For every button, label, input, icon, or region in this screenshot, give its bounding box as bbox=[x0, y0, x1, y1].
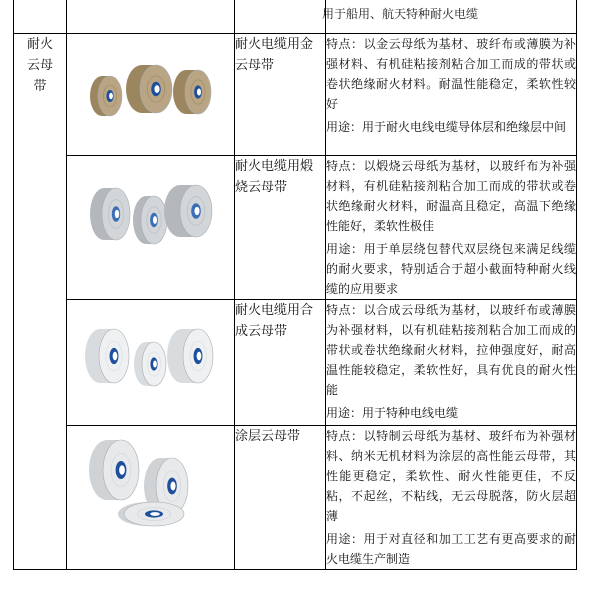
feature-text: 特点：以合成云母纸为基材，以玻纤布或薄膜为补强材料，以有机硅粘接剂粘合加工而成的带状或卷状绝缘耐火材料，拉伸强度好，耐高温性能较稳定，柔软性好，具有优良的耐火性能 bbox=[326, 303, 576, 397]
feature-text: 特点：以煅烧云母纸为基材，以玻纤布为补强材料，有机硅粘接剂粘合加工而成的带状或卷状绝缘耐火材料，耐温高且稳定，高温下绝缘性能好，柔软性极佳 bbox=[326, 159, 576, 233]
mica-tape-table bbox=[13, 33, 577, 570]
previous-row-fragment bbox=[13, 0, 577, 33]
table-row bbox=[14, 300, 577, 426]
calcined-mica-tape-rolls-image bbox=[76, 156, 226, 256]
product-description bbox=[326, 34, 577, 156]
category-label: 耐火云母带 bbox=[26, 37, 53, 94]
product-image bbox=[67, 300, 235, 426]
previous-row-text: 用于船用、航天特种耐火电缆 bbox=[322, 7, 479, 21]
tape-roll bbox=[173, 70, 211, 114]
tape-roll bbox=[89, 440, 139, 500]
table-row bbox=[14, 156, 577, 300]
synthetic-mica-tape-rolls-image bbox=[76, 300, 226, 400]
table-row bbox=[14, 34, 577, 156]
tape-roll bbox=[134, 342, 166, 386]
usage-text: 用途：用于耐火电线电缆导体层和绝缘层中间 bbox=[326, 120, 567, 134]
tape-roll bbox=[85, 329, 129, 383]
tape-roll bbox=[90, 76, 122, 116]
coated-mica-tape-rolls-image bbox=[76, 426, 226, 536]
product-name: 耐火电缆用合成云母带 bbox=[235, 300, 326, 426]
product-image bbox=[67, 156, 235, 300]
column-divider bbox=[66, 0, 67, 33]
product-description bbox=[326, 156, 577, 300]
usage-text: 用途：用于对直径和加工工艺有更高要求的耐火电缆生产制造 bbox=[326, 532, 576, 566]
gold-mica-tape-rolls-image bbox=[76, 34, 226, 134]
product-name: 耐火电缆用金云母带 bbox=[235, 34, 326, 156]
usage-text: 用途：用于特种电线电缆 bbox=[326, 406, 459, 420]
table-row bbox=[14, 426, 577, 570]
feature-text: 特点：以特制云母纸为基材、玻纤布为补强材料、纳米无机材料为涂层的高性能云母带，其性能更稳定，柔软性、耐火性能更佳，不反粘，不起丝，不粘线，无云母脱落，防火层超薄 bbox=[326, 429, 576, 523]
tape-roll bbox=[118, 502, 184, 526]
product-description bbox=[326, 300, 577, 426]
product-image bbox=[67, 426, 235, 570]
tape-roll bbox=[164, 185, 212, 237]
product-description bbox=[326, 426, 577, 570]
column-divider bbox=[234, 0, 235, 33]
tape-roll bbox=[133, 196, 167, 244]
tape-roll bbox=[90, 188, 130, 240]
product-name: 耐火电缆用煅烧云母带 bbox=[235, 156, 326, 300]
feature-text: 特点：以金云母纸为基材、玻纤布或薄膜为补强材料、有机硅粘接剂粘合加工而成的带状或卷状绝缘耐火材料。耐温性能稳定，柔软性较好 bbox=[326, 37, 576, 111]
tape-roll bbox=[126, 65, 172, 113]
product-name: 涂层云母带 bbox=[235, 426, 326, 570]
tape-roll bbox=[167, 329, 213, 383]
usage-text: 用途：用于单层绕包替代双层绕包来满足线缆的耐火要求，特别适合于超小截面特种耐火线缆的应用要求 bbox=[326, 242, 576, 296]
category-cell bbox=[14, 34, 67, 570]
product-image bbox=[67, 34, 235, 156]
